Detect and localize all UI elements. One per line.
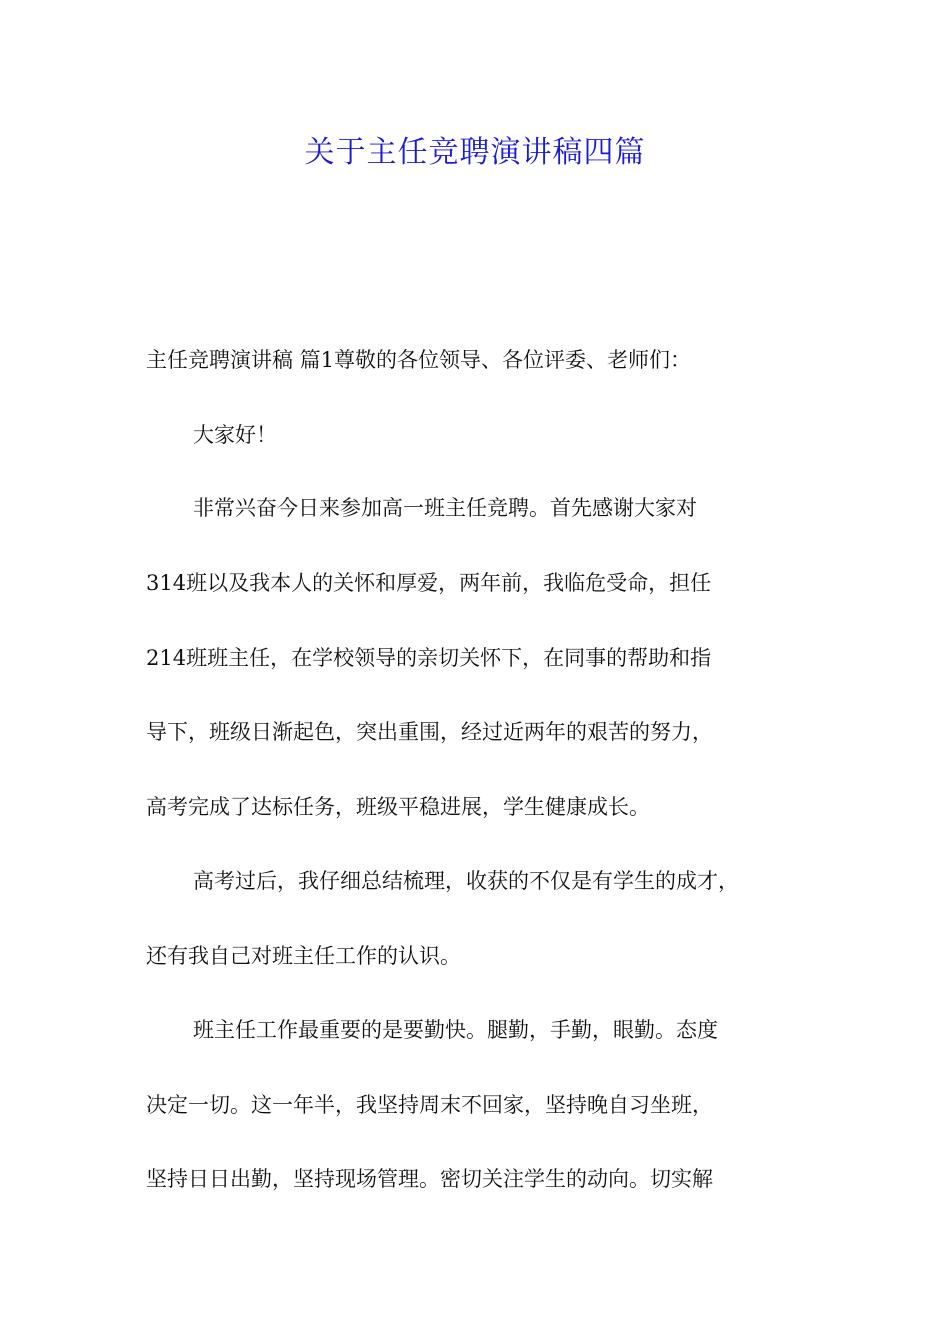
body-line: 坚持日日出勤，坚持现场管理。密切关注学生的动向。切实解 [146,1167,713,1191]
body-line: 非常兴奋今日来参加高一班主任竞聘。首先感谢大家对 [193,496,697,520]
document-title: 关于主任竞聘演讲稿四篇 [304,135,646,170]
body-line: 高考完成了达标任务，班级平稳进展，学生健康成长。 [146,795,650,819]
body-line: 决定一切。这一年半，我坚持周末不回家，坚持晚自习坐班， [146,1093,713,1117]
body-line: 还有我自己对班主任工作的认识。 [146,944,461,968]
body-line: 314班以及我本人的关怀和厚爱，两年前，我临危受命，担任 [146,571,712,595]
body-line: 大家好！ [193,423,277,447]
body-line: 班主任工作最重要的是要勤快。腿勤，手勤，眼勤。态度 [193,1018,718,1042]
body-line: 导下，班级日渐起色，突出重围，经过近两年的艰苦的努力， [146,720,713,744]
body-line: 主任竞聘演讲稿 篇1尊敬的各位领导、各位评委、老师们： [146,348,692,372]
body-line: 214班班主任，在学校领导的亲切关怀下，在同事的帮助和指 [146,646,712,670]
body-line: 高考过后，我仔细总结梳理，收获的不仅是有学生的成才， [193,869,739,893]
